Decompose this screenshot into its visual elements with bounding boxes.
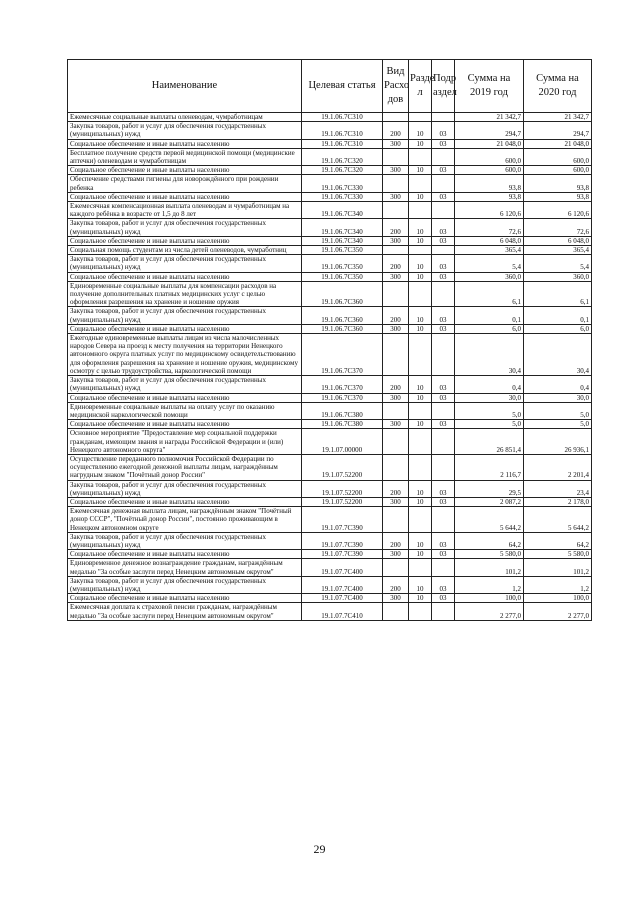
cell-podr [432, 507, 455, 533]
cell-target: 19.1.06.7С370 [302, 393, 383, 402]
table-row [68, 594, 592, 603]
cell-podr: 03 [432, 376, 455, 393]
table-row [68, 376, 592, 393]
cell-razdel: 10 [409, 420, 432, 429]
cell-name: Закупка товаров, работ и услуг для обеспечения государственных (муниципальных) нужд [68, 532, 302, 549]
cell-podr: 03 [432, 139, 455, 148]
cell-name: Единовременные социальные выплаты на оплату услуг по оказанию медицинской наркологической помощи [68, 402, 302, 419]
table-row [68, 202, 592, 219]
cell-target: 19.1.06.7С330 [302, 175, 383, 192]
cell-sum-2019: 5,0 [455, 402, 524, 419]
table-row [68, 139, 592, 148]
cell-vid: 300 [383, 594, 409, 603]
cell-razdel [409, 113, 432, 122]
cell-vid [383, 603, 409, 620]
cell-target: 19.1.07.00000 [302, 429, 383, 455]
cell-vid [383, 148, 409, 165]
cell-razdel: 10 [409, 236, 432, 245]
cell-sum-2020: 21 048,0 [524, 139, 592, 148]
cell-name: Социальное обеспечение и иные выплаты населению [68, 166, 302, 175]
cell-podr: 03 [432, 272, 455, 281]
cell-target: 19.1.06.7С340 [302, 236, 383, 245]
cell-sum-2020: 1,2 [524, 576, 592, 593]
table-row [68, 393, 592, 402]
table-row [68, 480, 592, 497]
cell-podr: 03 [432, 480, 455, 497]
cell-razdel [409, 429, 432, 455]
cell-name: Бесплатное получение средств первой медицинской помощи (медицинские аптечки) оленеводам и чумработницам [68, 148, 302, 165]
cell-name: Социальное обеспечение и иные выплаты населению [68, 324, 302, 333]
cell-razdel [409, 281, 432, 307]
table-row [68, 246, 592, 255]
cell-name: Осуществление переданного полномочия Российской Федерации по осуществлению ежегодной денежной выплаты лицам, награждённым нагрудным знаком "Почётный донор России" [68, 454, 302, 480]
cell-target: 19.1.07.7С410 [302, 603, 383, 620]
cell-target: 19.1.07.52200 [302, 480, 383, 497]
cell-vid [383, 246, 409, 255]
cell-podr [432, 148, 455, 165]
cell-podr: 03 [432, 550, 455, 559]
table-row [68, 166, 592, 175]
cell-sum-2019: 1,2 [455, 576, 524, 593]
cell-razdel: 10 [409, 480, 432, 497]
cell-sum-2019: 6,1 [455, 281, 524, 307]
cell-razdel [409, 559, 432, 576]
cell-vid [383, 281, 409, 307]
table-row [68, 334, 592, 376]
cell-name: Социальное обеспечение и иные выплаты населению [68, 139, 302, 148]
cell-sum-2019: 6 048,0 [455, 236, 524, 245]
cell-name: Социальная помощь студентам из числа детей оленеводов, чумработниц [68, 246, 302, 255]
cell-podr: 03 [432, 393, 455, 402]
cell-podr [432, 454, 455, 480]
cell-sum-2019: 600,0 [455, 148, 524, 165]
header-razdel: Разде л [409, 60, 432, 113]
cell-sum-2019: 2 277,0 [455, 603, 524, 620]
cell-sum-2019: 6,0 [455, 324, 524, 333]
cell-target: 19.1.06.7С310 [302, 122, 383, 139]
cell-vid: 200 [383, 255, 409, 272]
cell-name: Ежемесячная компенсационная выплата оленеводам и чумработницам на каждого ребёнка в возрасте от 1,5 до 8 лет [68, 202, 302, 219]
cell-razdel [409, 454, 432, 480]
cell-sum-2020: 64,2 [524, 532, 592, 549]
cell-sum-2020: 93,8 [524, 175, 592, 192]
header-podr: Подр аздел [432, 60, 455, 113]
cell-sum-2020: 30,4 [524, 334, 592, 376]
cell-name: Социальное обеспечение и иные выплаты населению [68, 420, 302, 429]
cell-razdel [409, 175, 432, 192]
cell-razdel [409, 507, 432, 533]
header-sum-2020: Сумма на 2020 год [524, 60, 592, 113]
table-row [68, 454, 592, 480]
cell-sum-2020: 6,0 [524, 324, 592, 333]
cell-podr: 03 [432, 576, 455, 593]
cell-sum-2019: 72,6 [455, 219, 524, 236]
table-row [68, 307, 592, 324]
cell-vid: 300 [383, 139, 409, 148]
cell-podr: 03 [432, 307, 455, 324]
table-row [68, 192, 592, 201]
header-vid: Вид Расхо дов [383, 60, 409, 113]
cell-sum-2020: 5,0 [524, 420, 592, 429]
cell-razdel [409, 603, 432, 620]
cell-target: 19.1.06.7С340 [302, 219, 383, 236]
cell-podr [432, 175, 455, 192]
cell-target: 19.1.07.7С400 [302, 576, 383, 593]
cell-sum-2020: 6,1 [524, 281, 592, 307]
cell-sum-2020: 2 277,0 [524, 603, 592, 620]
table-row [68, 429, 592, 455]
cell-vid: 300 [383, 236, 409, 245]
cell-podr [432, 402, 455, 419]
cell-target: 19.1.07.52200 [302, 497, 383, 506]
cell-podr: 03 [432, 420, 455, 429]
cell-sum-2019: 6 120,6 [455, 202, 524, 219]
cell-sum-2019: 5,0 [455, 420, 524, 429]
cell-name: Закупка товаров, работ и услуг для обеспечения государственных (муниципальных) нужд [68, 255, 302, 272]
cell-vid [383, 402, 409, 419]
cell-sum-2020: 23,4 [524, 480, 592, 497]
cell-vid: 200 [383, 122, 409, 139]
cell-vid [383, 175, 409, 192]
cell-name: Основное мероприятие "Предоставление мер социальной поддержки гражданам, имеющим звания и награды Российской Федерации и (или) Ненецкого автономного округа" [68, 429, 302, 455]
cell-razdel: 10 [409, 166, 432, 175]
cell-target: 19.1.06.7С320 [302, 148, 383, 165]
table-row [68, 148, 592, 165]
table-row [68, 122, 592, 139]
cell-sum-2020: 26 936,1 [524, 429, 592, 455]
cell-target: 19.1.07.52200 [302, 454, 383, 480]
table-row [68, 236, 592, 245]
table-row [68, 255, 592, 272]
cell-sum-2019: 5 644,2 [455, 507, 524, 533]
cell-vid [383, 202, 409, 219]
cell-name: Закупка товаров, работ и услуг для обеспечения государственных (муниципальных) нужд [68, 376, 302, 393]
cell-sum-2019: 29,5 [455, 480, 524, 497]
cell-target: 19.1.06.7С360 [302, 324, 383, 333]
cell-podr [432, 113, 455, 122]
budget-table [67, 59, 592, 621]
cell-razdel: 10 [409, 122, 432, 139]
table-body [68, 113, 592, 621]
header-target: Целевая статья [302, 60, 383, 113]
cell-target: 19.1.06.7С380 [302, 420, 383, 429]
cell-sum-2020: 0,4 [524, 376, 592, 393]
table-row [68, 507, 592, 533]
cell-target: 19.1.06.7С370 [302, 376, 383, 393]
cell-sum-2019: 100,0 [455, 594, 524, 603]
cell-sum-2020: 2 201,4 [524, 454, 592, 480]
cell-name: Единовременные социальные выплаты для компенсации расходов на получение дополнительных платных медицинских услуг с целью оформления разрешения на хранение и ношение оружия [68, 281, 302, 307]
cell-sum-2019: 30,0 [455, 393, 524, 402]
cell-sum-2019: 64,2 [455, 532, 524, 549]
cell-podr [432, 334, 455, 376]
cell-vid: 300 [383, 324, 409, 333]
cell-name: Ежемесячная доплата к страховой пенсии гражданам, награждённым медалью "За особые заслуги перед Ненецким автономным округом" [68, 603, 302, 620]
header-name: Наименование [68, 60, 302, 113]
cell-name: Социальное обеспечение и иные выплаты населению [68, 272, 302, 281]
cell-podr [432, 429, 455, 455]
cell-target: 19.1.06.7С320 [302, 166, 383, 175]
cell-razdel: 10 [409, 307, 432, 324]
cell-razdel: 10 [409, 576, 432, 593]
cell-razdel [409, 246, 432, 255]
cell-sum-2020: 21 342,7 [524, 113, 592, 122]
cell-sum-2019: 5 580,0 [455, 550, 524, 559]
cell-target: 19.1.07.7С400 [302, 559, 383, 576]
cell-sum-2019: 294,7 [455, 122, 524, 139]
cell-razdel [409, 202, 432, 219]
cell-name: Закупка товаров, работ и услуг для обеспечения государственных (муниципальных) нужд [68, 219, 302, 236]
cell-target: 19.1.06.7С370 [302, 334, 383, 376]
cell-sum-2019: 2 116,7 [455, 454, 524, 480]
cell-name: Единовременное денежное вознаграждение гражданам, награждённым медалью "За особые заслуги перед Ненецким автономным округом" [68, 559, 302, 576]
cell-vid: 200 [383, 307, 409, 324]
cell-sum-2019: 365,4 [455, 246, 524, 255]
cell-sum-2019: 21 342,7 [455, 113, 524, 122]
cell-razdel [409, 148, 432, 165]
cell-sum-2020: 5,0 [524, 402, 592, 419]
cell-vid [383, 334, 409, 376]
cell-target: 19.1.06.7С310 [302, 113, 383, 122]
cell-razdel: 10 [409, 192, 432, 201]
cell-target: 19.1.06.7С360 [302, 281, 383, 307]
cell-sum-2020: 5 580,0 [524, 550, 592, 559]
cell-sum-2019: 0,4 [455, 376, 524, 393]
cell-razdel: 10 [409, 393, 432, 402]
cell-podr [432, 603, 455, 620]
cell-podr: 03 [432, 219, 455, 236]
cell-vid: 300 [383, 550, 409, 559]
cell-target: 19.1.07.7С390 [302, 550, 383, 559]
cell-name: Социальное обеспечение и иные выплаты населению [68, 550, 302, 559]
cell-podr: 03 [432, 532, 455, 549]
table-row [68, 175, 592, 192]
cell-vid: 300 [383, 420, 409, 429]
cell-sum-2020: 365,4 [524, 246, 592, 255]
cell-podr [432, 281, 455, 307]
cell-razdel: 10 [409, 376, 432, 393]
budget-page [67, 59, 591, 621]
cell-sum-2020: 294,7 [524, 122, 592, 139]
cell-vid [383, 454, 409, 480]
cell-vid: 300 [383, 497, 409, 506]
cell-sum-2019: 93,8 [455, 192, 524, 201]
cell-name: Ежемесячные социальные выплаты оленеводам, чумработницам [68, 113, 302, 122]
cell-podr: 03 [432, 166, 455, 175]
cell-sum-2020: 100,0 [524, 594, 592, 603]
cell-podr: 03 [432, 594, 455, 603]
cell-name: Ежемесячная денежная выплата лицам, награждённым знаком "Почётный донор СССР", "Почётный донор России", постоянно проживающим в Ненецком автономном округе [68, 507, 302, 533]
cell-vid [383, 559, 409, 576]
cell-sum-2019: 30,4 [455, 334, 524, 376]
cell-sum-2020: 101,2 [524, 559, 592, 576]
cell-podr: 03 [432, 255, 455, 272]
cell-razdel: 10 [409, 324, 432, 333]
cell-razdel: 10 [409, 550, 432, 559]
cell-sum-2019: 2 087,2 [455, 497, 524, 506]
cell-podr [432, 246, 455, 255]
cell-vid: 300 [383, 192, 409, 201]
cell-razdel: 10 [409, 139, 432, 148]
cell-name: Ежегодные единовременные выплаты лицам из числа малочисленных народов Севера на проезд к месту получения на территории Ненецкого автономного округа платных услуг по медицинскому освидетельствованию для оформления разрешения на хранение и ношение оружия, медицинскому осмотру с целью трудоустройства, наркологической помощи [68, 334, 302, 376]
table-row [68, 324, 592, 333]
cell-sum-2020: 93,8 [524, 192, 592, 201]
table-row [68, 272, 592, 281]
table-row [68, 402, 592, 419]
cell-razdel [409, 334, 432, 376]
cell-vid: 200 [383, 480, 409, 497]
cell-vid: 200 [383, 376, 409, 393]
cell-sum-2020: 6 120,6 [524, 202, 592, 219]
table-row [68, 420, 592, 429]
cell-sum-2019: 5,4 [455, 255, 524, 272]
cell-vid: 300 [383, 272, 409, 281]
table-header-row [68, 60, 592, 113]
cell-sum-2020: 5,4 [524, 255, 592, 272]
cell-target: 19.1.06.7С350 [302, 255, 383, 272]
cell-target: 19.1.07.7С390 [302, 507, 383, 533]
cell-name: Социальное обеспечение и иные выплаты населению [68, 236, 302, 245]
cell-podr: 03 [432, 497, 455, 506]
cell-podr: 03 [432, 122, 455, 139]
cell-vid: 200 [383, 219, 409, 236]
table-row [68, 550, 592, 559]
table-row [68, 219, 592, 236]
cell-sum-2019: 0,1 [455, 307, 524, 324]
cell-name: Обеспечение средствами гигиены для новорождённого при рождении ребенка [68, 175, 302, 192]
cell-sum-2019: 26 851,4 [455, 429, 524, 455]
cell-name: Закупка товаров, работ и услуг для обеспечения государственных (муниципальных) нужд [68, 122, 302, 139]
cell-name: Закупка товаров, работ и услуг для обеспечения государственных (муниципальных) нужд [68, 576, 302, 593]
cell-sum-2019: 600,0 [455, 166, 524, 175]
cell-razdel [409, 402, 432, 419]
cell-target: 19.1.06.7С350 [302, 272, 383, 281]
cell-sum-2020: 30,0 [524, 393, 592, 402]
cell-sum-2019: 93,8 [455, 175, 524, 192]
cell-name: Закупка товаров, работ и услуг для обеспечения государственных (муниципальных) нужд [68, 307, 302, 324]
cell-razdel: 10 [409, 594, 432, 603]
cell-sum-2020: 6 048,0 [524, 236, 592, 245]
cell-vid: 200 [383, 532, 409, 549]
cell-vid [383, 429, 409, 455]
cell-podr [432, 202, 455, 219]
cell-podr: 03 [432, 236, 455, 245]
cell-sum-2020: 5 644,2 [524, 507, 592, 533]
cell-vid: 300 [383, 393, 409, 402]
cell-name: Закупка товаров, работ и услуг для обеспечения государственных (муниципальных) нужд [68, 480, 302, 497]
cell-razdel: 10 [409, 219, 432, 236]
cell-sum-2019: 21 048,0 [455, 139, 524, 148]
cell-podr: 03 [432, 192, 455, 201]
cell-vid [383, 113, 409, 122]
cell-podr: 03 [432, 324, 455, 333]
cell-target: 19.1.06.7С360 [302, 307, 383, 324]
page-number: 29 [313, 842, 326, 856]
table-row [68, 113, 592, 122]
cell-target: 19.1.06.7С380 [302, 402, 383, 419]
cell-vid [383, 507, 409, 533]
table-row [68, 532, 592, 549]
table-row [68, 281, 592, 307]
cell-razdel: 10 [409, 532, 432, 549]
cell-razdel: 10 [409, 272, 432, 281]
cell-vid: 300 [383, 166, 409, 175]
cell-target: 19.1.06.7С340 [302, 202, 383, 219]
cell-sum-2020: 2 178,0 [524, 497, 592, 506]
cell-sum-2019: 360,0 [455, 272, 524, 281]
cell-sum-2020: 600,0 [524, 148, 592, 165]
cell-razdel: 10 [409, 497, 432, 506]
table-row [68, 559, 592, 576]
cell-target: 19.1.07.7С390 [302, 532, 383, 549]
cell-razdel: 10 [409, 255, 432, 272]
cell-vid: 200 [383, 576, 409, 593]
header-sum-2019: Сумма на 2019 год [455, 60, 524, 113]
cell-target: 19.1.06.7С350 [302, 246, 383, 255]
cell-target: 19.1.06.7С330 [302, 192, 383, 201]
table-row [68, 576, 592, 593]
cell-name: Социальное обеспечение и иные выплаты населению [68, 497, 302, 506]
cell-sum-2020: 600,0 [524, 166, 592, 175]
cell-target: 19.1.06.7С310 [302, 139, 383, 148]
cell-name: Социальное обеспечение и иные выплаты населению [68, 192, 302, 201]
table-row [68, 603, 592, 620]
cell-name: Социальное обеспечение и иные выплаты населению [68, 393, 302, 402]
cell-sum-2020: 360,0 [524, 272, 592, 281]
cell-podr [432, 559, 455, 576]
cell-sum-2020: 72,6 [524, 219, 592, 236]
table-row [68, 497, 592, 506]
cell-name: Социальное обеспечение и иные выплаты населению [68, 594, 302, 603]
cell-sum-2020: 0,1 [524, 307, 592, 324]
cell-target: 19.1.07.7С400 [302, 594, 383, 603]
cell-sum-2019: 101,2 [455, 559, 524, 576]
